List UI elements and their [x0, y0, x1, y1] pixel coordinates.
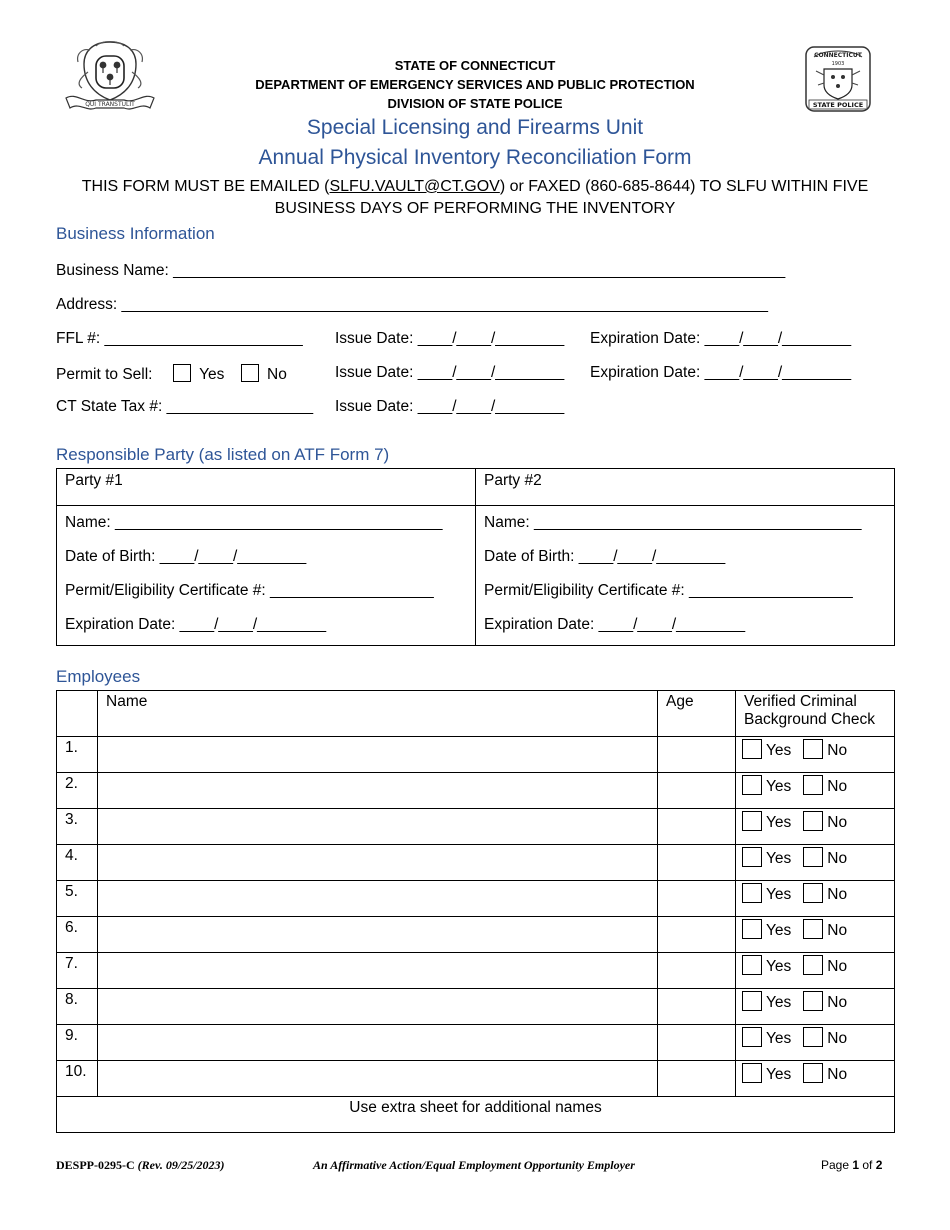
- employee-row: [57, 1061, 895, 1097]
- background-check-cell: [736, 917, 895, 953]
- background-check-no-checkbox[interactable]: [803, 811, 823, 831]
- background-check-no-checkbox[interactable]: [803, 1027, 823, 1047]
- employee-row-number: 5.: [57, 881, 98, 917]
- employee-row: [57, 989, 895, 1025]
- permit-yes-checkbox[interactable]: [173, 364, 191, 382]
- party-1-name-field[interactable]: Name: ______________________________________: [65, 514, 443, 531]
- employee-name-header: Name: [98, 691, 658, 737]
- employee-age-cell[interactable]: [658, 845, 736, 881]
- permit-no-checkbox[interactable]: [241, 364, 259, 382]
- permit-expiration-date-field[interactable]: Expiration Date: ____/____/________: [590, 364, 852, 381]
- employee-age-cell[interactable]: [658, 773, 736, 809]
- employee-name-cell[interactable]: [98, 845, 658, 881]
- background-check-cell: [736, 953, 895, 989]
- background-check-cell: [736, 1025, 895, 1061]
- svg-text:QUI TRANSTULIT: QUI TRANSTULIT: [85, 101, 135, 108]
- employee-number-header: [57, 691, 98, 737]
- background-check-yes-label: Yes: [766, 958, 792, 975]
- email-link[interactable]: SLFU.VAULT@CT.GOV: [329, 178, 500, 195]
- background-check-yes-label: Yes: [766, 994, 792, 1011]
- background-check-no-checkbox[interactable]: [803, 991, 823, 1011]
- employer-statement: An Affirmative Action/Equal Employment Opportunity Employer: [313, 1158, 635, 1172]
- background-check-no-checkbox[interactable]: [803, 739, 823, 759]
- background-check-yes-label: Yes: [766, 1030, 792, 1047]
- responsible-party-heading: Responsible Party (as listed on ATF Form 7): [56, 445, 390, 464]
- employee-age-cell[interactable]: [658, 809, 736, 845]
- employee-row-number: 8.: [57, 989, 98, 1025]
- background-check-no-label: No: [827, 922, 848, 939]
- permit-to-sell-row: [56, 364, 287, 384]
- header-department: DEPARTMENT OF EMERGENCY SERVICES AND PUBLIC PROTECTION: [255, 77, 695, 92]
- background-check-cell: [736, 845, 895, 881]
- svg-text:CONNECTICUT: CONNECTICUT: [814, 52, 862, 59]
- background-check-no-label: No: [827, 742, 848, 759]
- background-check-no-checkbox[interactable]: [803, 883, 823, 903]
- party-2-details: [476, 506, 895, 646]
- employee-row: [57, 917, 895, 953]
- employee-age-cell[interactable]: [658, 881, 736, 917]
- background-check-no-label: No: [827, 1030, 848, 1047]
- background-check-yes-label: Yes: [766, 742, 792, 759]
- unit-title: Special Licensing and Firearms Unit: [306, 116, 644, 139]
- background-check-cell: [736, 809, 895, 845]
- employee-row: [57, 845, 895, 881]
- background-check-cell: [736, 737, 895, 773]
- permit-to-sell-label: Permit to Sell:: [56, 366, 153, 383]
- employee-row: [57, 881, 895, 917]
- employee-name-cell[interactable]: [98, 881, 658, 917]
- header-state: STATE OF CONNECTICUT: [394, 58, 556, 73]
- background-check-yes-checkbox[interactable]: [742, 955, 762, 975]
- svg-text:STATE POLICE: STATE POLICE: [812, 101, 864, 109]
- employee-age-cell[interactable]: [658, 989, 736, 1025]
- background-check-yes-label: Yes: [766, 778, 792, 795]
- background-check-no-label: No: [827, 1066, 848, 1083]
- employee-row-number: 4.: [57, 845, 98, 881]
- background-check-yes-checkbox[interactable]: [742, 811, 762, 831]
- permit-yes-label: Yes: [199, 366, 225, 383]
- employee-age-header: Age: [658, 691, 736, 737]
- employee-age-cell[interactable]: [658, 737, 736, 773]
- employee-row: [57, 773, 895, 809]
- employees-heading: Employees: [56, 667, 141, 686]
- background-check-yes-checkbox[interactable]: [742, 883, 762, 903]
- background-check-no-label: No: [827, 886, 848, 903]
- background-check-no-checkbox[interactable]: [803, 775, 823, 795]
- party-1-expiration-field[interactable]: Expiration Date: ____/____/________: [65, 616, 327, 633]
- party-1-permit-field[interactable]: Permit/Eligibility Certificate #: ___________________: [65, 582, 434, 599]
- page-number: Page 1 of 2: [821, 1158, 883, 1172]
- header-division: DIVISION OF STATE POLICE: [387, 96, 563, 111]
- employee-age-cell[interactable]: [658, 953, 736, 989]
- party-2-permit-field[interactable]: Permit/Eligibility Certificate #: ___________________: [484, 582, 853, 599]
- party-1-dob-field[interactable]: Date of Birth: ____/____/________: [65, 548, 307, 565]
- employee-name-cell[interactable]: [98, 953, 658, 989]
- background-check-yes-checkbox[interactable]: [742, 1027, 762, 1047]
- background-check-yes-label: Yes: [766, 886, 792, 903]
- employee-row-number: 6.: [57, 917, 98, 953]
- background-check-yes-checkbox[interactable]: [742, 1063, 762, 1083]
- background-check-yes-checkbox[interactable]: [742, 775, 762, 795]
- background-check-yes-label: Yes: [766, 814, 792, 831]
- employee-age-cell[interactable]: [658, 1025, 736, 1061]
- background-check-no-label: No: [827, 994, 848, 1011]
- ffl-field[interactable]: FFL #: _______________________: [56, 330, 303, 347]
- background-check-yes-label: Yes: [766, 922, 792, 939]
- employee-row: [57, 953, 895, 989]
- background-check-yes-checkbox[interactable]: [742, 847, 762, 867]
- party-2-header: Party #2: [476, 469, 895, 506]
- extra-sheet-note: Use extra sheet for additional names: [57, 1097, 895, 1133]
- party-1-header: Party #1: [57, 469, 476, 506]
- background-check-cell: [736, 1061, 895, 1097]
- employee-name-cell[interactable]: [98, 773, 658, 809]
- background-check-no-label: No: [827, 850, 848, 867]
- background-check-no-label: No: [827, 958, 848, 975]
- background-check-cell: [736, 989, 895, 1025]
- background-check-no-checkbox[interactable]: [803, 1063, 823, 1083]
- submission-notice: THIS FORM MUST BE EMAILED (SLFU.VAULT@CT.GOV) or FAXED (860-685-8644) TO SLFU WITHIN FIVE BUSINESS DAYS OF PERFORMING THE INVENTORY: [81, 178, 869, 217]
- employee-name-cell[interactable]: [98, 917, 658, 953]
- permit-no-label: No: [267, 366, 287, 383]
- employee-row: [57, 809, 895, 845]
- background-check-cell: [736, 773, 895, 809]
- party-2-dob-field[interactable]: Date of Birth: ____/____/________: [484, 548, 726, 565]
- background-check-header: Verified Criminal Background Check: [736, 691, 895, 737]
- employee-row-number: 1.: [57, 737, 98, 773]
- employee-row-number: 3.: [57, 809, 98, 845]
- employee-age-cell[interactable]: [658, 1061, 736, 1097]
- party-2-name-field[interactable]: Name: ______________________________________: [484, 514, 862, 531]
- party-2-expiration-field[interactable]: Expiration Date: ____/____/________: [484, 616, 746, 633]
- background-check-no-label: No: [827, 778, 848, 795]
- background-check-cell: [736, 881, 895, 917]
- employee-name-cell[interactable]: [98, 989, 658, 1025]
- svg-text:1903: 1903: [831, 61, 845, 67]
- employees-table: [56, 690, 895, 1133]
- employee-row: [57, 1025, 895, 1061]
- background-check-no-checkbox[interactable]: [803, 955, 823, 975]
- background-check-yes-checkbox[interactable]: [742, 739, 762, 759]
- ffl-issue-date-field[interactable]: Issue Date: ____/____/________: [335, 330, 565, 347]
- permit-issue-date-field[interactable]: Issue Date: ____/____/________: [335, 364, 565, 381]
- employee-name-cell[interactable]: [98, 737, 658, 773]
- background-check-no-checkbox[interactable]: [803, 919, 823, 939]
- employee-row-number: 2.: [57, 773, 98, 809]
- employee-name-cell[interactable]: [98, 1025, 658, 1061]
- form-title: Annual Physical Inventory Reconciliation Form: [258, 146, 692, 169]
- background-check-no-checkbox[interactable]: [803, 847, 823, 867]
- business-name-field[interactable]: Business Name: _______________________________________________________________________: [56, 262, 786, 279]
- employee-row-number: 7.: [57, 953, 98, 989]
- ct-state-tax-field[interactable]: CT State Tax #: _________________: [56, 398, 314, 415]
- employee-row: [57, 737, 895, 773]
- tax-issue-date-field[interactable]: Issue Date: ____/____/________: [335, 398, 565, 415]
- background-check-yes-label: Yes: [766, 850, 792, 867]
- background-check-yes-label: Yes: [766, 1066, 792, 1083]
- employee-name-cell[interactable]: [98, 1061, 658, 1097]
- employee-row-number: 10.: [57, 1061, 98, 1097]
- ffl-expiration-date-field[interactable]: Expiration Date: ____/____/________: [590, 330, 852, 347]
- employee-row-number: 9.: [57, 1025, 98, 1061]
- business-information-heading: Business Information: [56, 224, 215, 243]
- background-check-yes-checkbox[interactable]: [742, 991, 762, 1011]
- party-1-details: [57, 506, 476, 646]
- employee-age-cell[interactable]: [658, 917, 736, 953]
- form-id: DESPP-0295-C (Rev. 09/25/2023): [56, 1158, 225, 1172]
- employee-name-cell[interactable]: [98, 809, 658, 845]
- responsible-party-table: [56, 468, 895, 646]
- background-check-no-label: No: [827, 814, 848, 831]
- background-check-yes-checkbox[interactable]: [742, 919, 762, 939]
- address-field[interactable]: Address: ___________________________________________________________________________: [56, 296, 769, 313]
